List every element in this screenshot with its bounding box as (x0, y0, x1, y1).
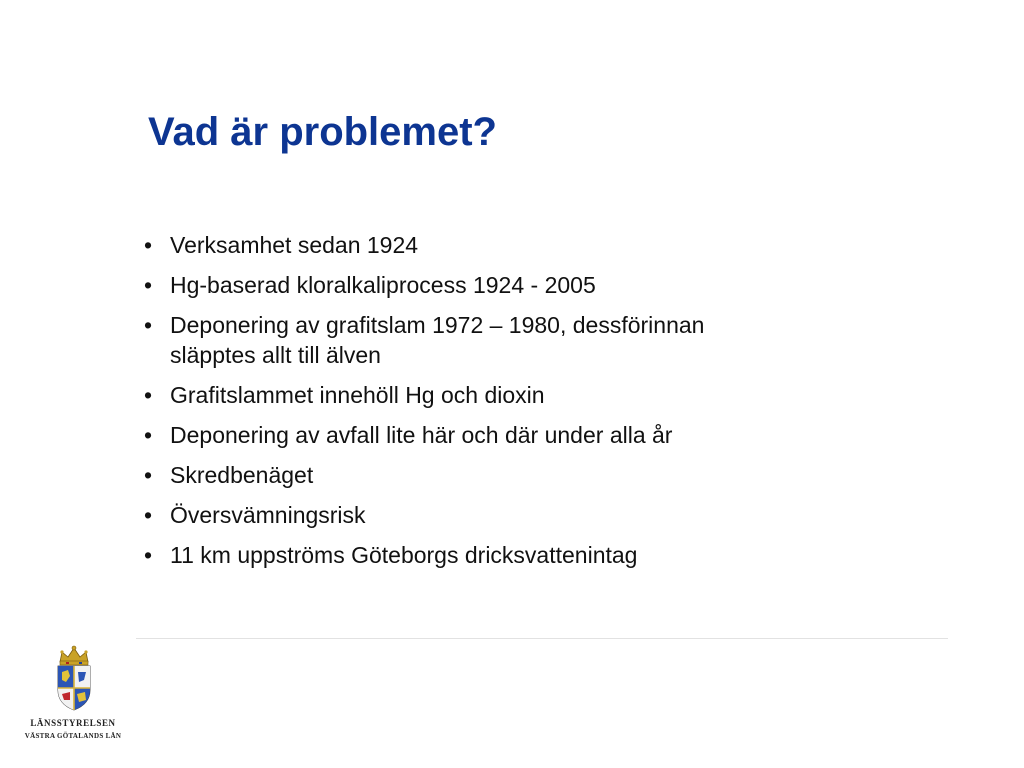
list-item (144, 420, 864, 450)
bullet-marker: • (144, 462, 153, 488)
list-item (144, 540, 864, 570)
bullet-text-line1: Deponering av grafitslam 1972 – 1980, dessförinnan (170, 312, 705, 338)
list-item (144, 230, 864, 260)
list-item (144, 380, 864, 410)
bullet-marker: • (144, 542, 153, 568)
bullet-text: Grafitslammet innehöll Hg och dioxin (170, 382, 545, 408)
bullet-text: Hg-baserad kloralkaliprocess 1924 - 2005 (170, 272, 596, 298)
bullet-text: Deponering av avfall lite här och där under alla år (170, 422, 673, 448)
slide-title: Vad är problemet? (148, 110, 497, 154)
bullet-marker: • (144, 232, 153, 258)
bullet-text: 11 km uppströms Göteborgs dricksvattenintag (170, 542, 638, 568)
organization-name: LÄNSSTYRELSEN (30, 718, 116, 728)
organization-logo (18, 644, 128, 748)
organization-region: VÄSTRA GÖTALANDS LÄN (24, 732, 122, 740)
bullet-marker: • (144, 422, 153, 448)
list-item (144, 500, 864, 530)
bullet-marker: • (144, 312, 153, 338)
list-item (144, 310, 864, 370)
bullet-list (144, 230, 864, 580)
bullet-text: Översvämningsrisk (170, 502, 366, 528)
list-item (144, 460, 864, 490)
list-item (144, 270, 864, 300)
bullet-marker: • (144, 502, 153, 528)
coat-of-arms-icon (46, 644, 102, 716)
bullet-text: Skredbenäget (170, 462, 314, 488)
bullet-text-line2: släpptes allt till älven (170, 342, 381, 368)
bullet-marker: • (144, 382, 153, 408)
bullet-text: Verksamhet sedan 1924 (170, 232, 419, 258)
bullet-marker: • (144, 272, 153, 298)
footer-divider (136, 638, 948, 639)
